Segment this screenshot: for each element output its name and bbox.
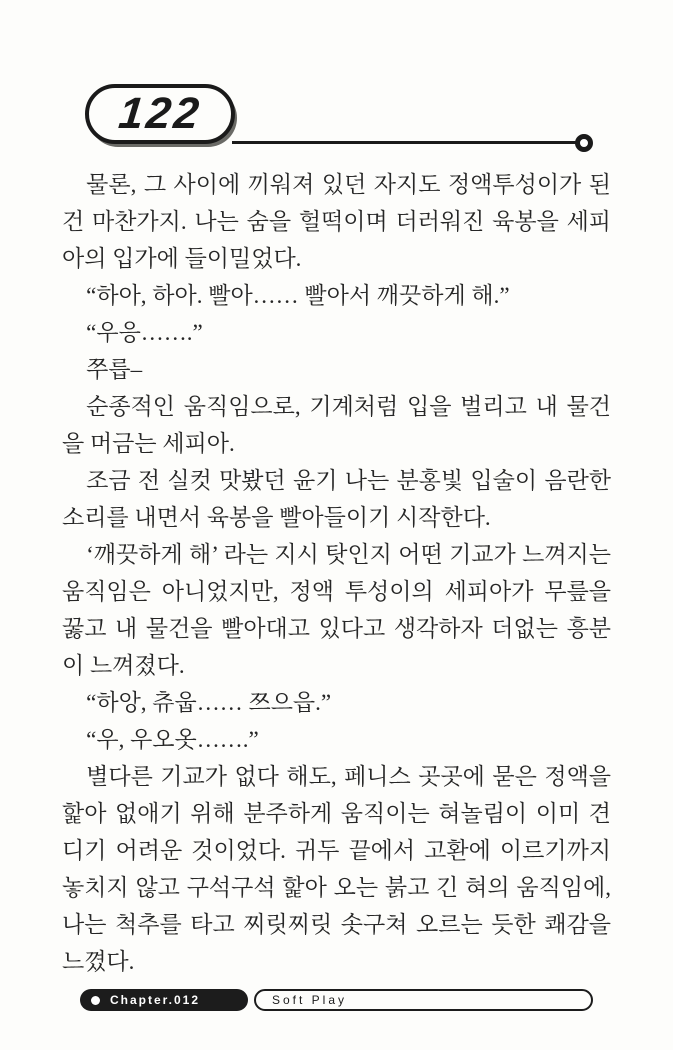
bullet-dot-icon — [91, 996, 100, 1005]
page-footer — [80, 989, 593, 1011]
paragraph: 물론, 그 사이에 끼워져 있던 자지도 정액투성이가 된 건 마찬가지. 나는 숨을 헐떡이며 더러워진 육봉을 세피아의 입가에 들이밀었다. — [62, 172, 611, 271]
header-rule-line — [232, 141, 578, 144]
paragraph: “하앙, 츄웁…… 쯔으읍.” — [86, 690, 332, 715]
paragraph: 순종적인 움직임으로, 기계처럼 입을 벌리고 내 물건을 머금는 세피아. — [62, 394, 611, 456]
page-number-badge — [85, 84, 235, 144]
chapter-badge — [80, 989, 248, 1011]
section-title-badge — [254, 989, 593, 1011]
paragraph: “하아, 하아. 빨아…… 빨아서 깨끗하게 해.” — [86, 283, 510, 308]
paragraph: 별다른 기교가 없다 해도, 페니스 곳곳에 묻은 정액을 핥아 없애기 위해 분주하게 움직이는 혀놀림이 이미 견디기 어려운 것이었다. 귀두 끝에서 고환에 이르기까지 놓치지 않고 구석구석 핥아 오는 붉고 긴 혀의 움직임에, 나는 척추를 타고 찌릿찌릿 솟구쳐 오르는 듯한 쾌감을 느꼈다. — [62, 764, 611, 974]
paragraph: “우, 우오옷…….” — [86, 727, 259, 752]
header-ring-ornament-icon — [575, 134, 593, 152]
chapter-label: Chapter.012 — [110, 993, 201, 1007]
page-body — [62, 166, 611, 980]
section-title-label: Soft Play — [272, 993, 348, 1007]
page-number: 122 — [116, 89, 204, 138]
paragraph: “우응…….” — [86, 320, 203, 345]
paragraph: 쭈릅– — [86, 357, 143, 382]
paragraph: 조금 전 실컷 맛봤던 윤기 나는 분홍빛 입술이 음란한 소리를 내면서 육봉을 빨아들이기 시작한다. — [62, 468, 611, 530]
paragraph: ‘깨끗하게 해’ 라는 지시 탓인지 어떤 기교가 느껴지는 움직임은 아니었지만, 정액 투성이의 세피아가 무릎을 꿇고 내 물건을 빨아대고 있다고 생각하자 더없는 흥분이 느껴졌다. — [62, 542, 611, 678]
